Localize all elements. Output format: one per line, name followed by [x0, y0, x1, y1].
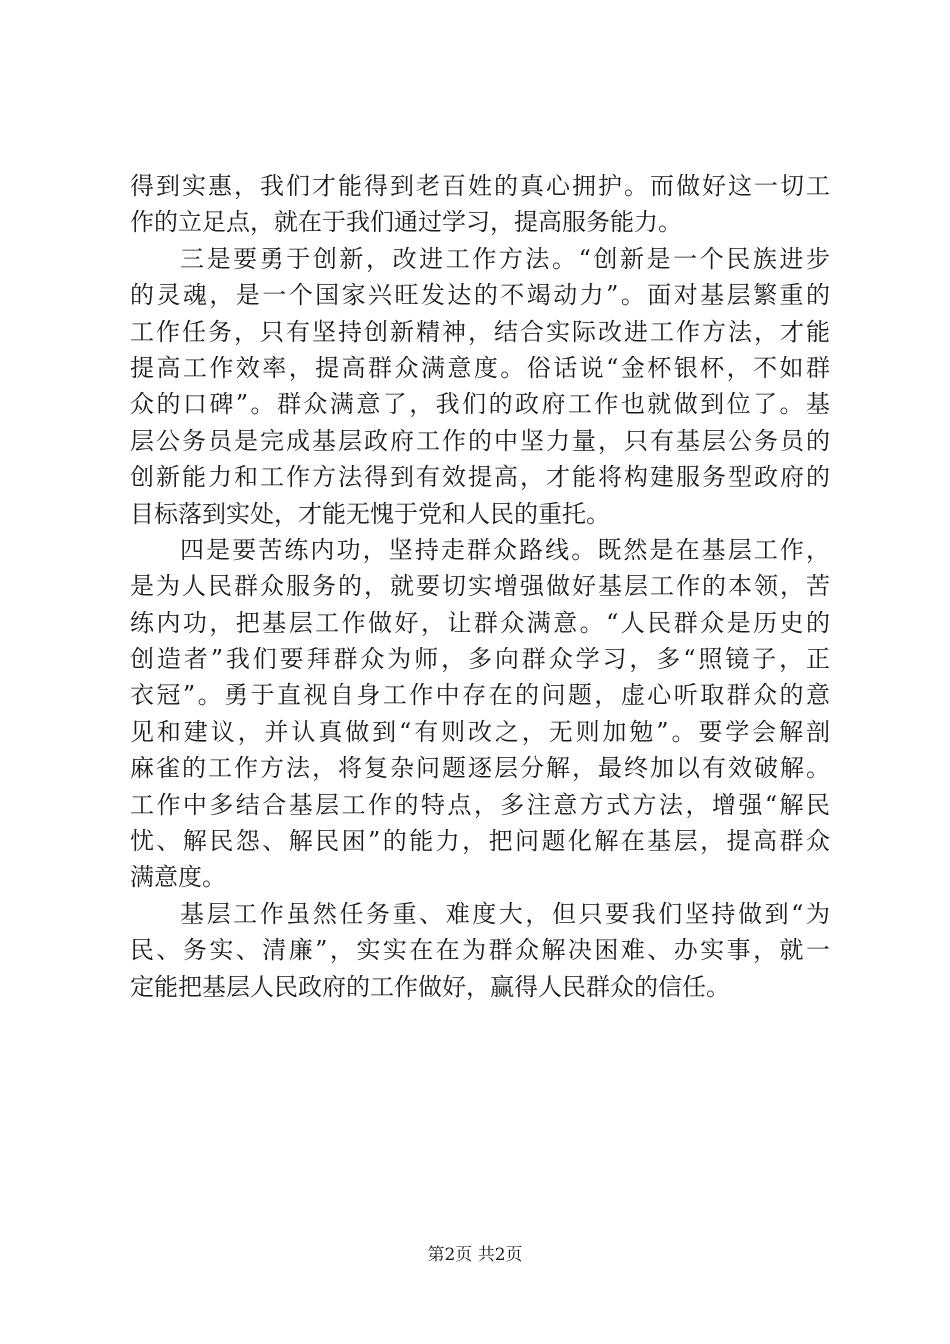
paragraph-first-line: 基层工作虽然任务重、难度大，但只要我们坚持做到“为 — [180, 899, 830, 928]
paragraph-first-line: 四是要苦练内功，坚持走群众路线。既然是在基层工作， — [180, 535, 830, 564]
body-line: 的灵魂，是一个国家兴旺发达的不竭动力”。面对基层繁重的 — [130, 281, 830, 310]
body-line: 众的口碑”。群众满意了，我们的政府工作也就做到位了。基 — [130, 390, 830, 419]
body-line: 工作任务，只有坚持创新精神，结合实际改进工作方法，才能 — [130, 317, 830, 346]
body-line: 麻雀的工作方法，将复杂问题逐层分解，最终加以有效破解。 — [130, 754, 830, 783]
body-line: 工作中多结合基层工作的特点，多注意方式方法，增强“解民 — [130, 790, 830, 819]
body-line: 创新能力和工作方法得到有效提高，才能将构建服务型政府的 — [130, 463, 830, 492]
body-line: 作的立足点，就在于我们通过学习，提高服务能力。 — [130, 208, 682, 237]
body-line: 层公务员是完成基层政府工作的中坚力量，只有基层公务员的 — [130, 426, 830, 455]
body-line: 见和建议，并认真做到“有则改之，无则加勉”。要学会解剖 — [130, 717, 830, 746]
body-line: 满意度。 — [130, 863, 226, 892]
body-line: 民、务实、清廉”，实实在在为群众解决困难、办实事，就一 — [130, 936, 830, 965]
document-body — [130, 168, 830, 1005]
body-line: 是为人民群众服务的，就要切实增强做好基层工作的本领，苦 — [130, 572, 830, 601]
body-line: 创造者”我们要拜群众为师，多向群众学习，多“照镜子，正 — [130, 645, 830, 674]
body-line: 衣冠”。勇于直视自身工作中存在的问题，虚心听取群众的意 — [130, 681, 830, 710]
page-number-footer: 第2页 共2页 — [427, 1245, 523, 1265]
paragraph-first-line: 三是要勇于创新，改进工作方法。“创新是一个民族进步 — [180, 244, 830, 273]
body-line: 定能把基层人民政府的工作做好，赢得人民群众的信任。 — [130, 972, 730, 1001]
body-line: 忧、解民怨、解民困”的能力，把问题化解在基层，提高群众 — [130, 827, 830, 856]
body-line: 得到实惠，我们才能得到老百姓的真心拥护。而做好这一切工 — [130, 172, 830, 200]
body-line: 目标落到实处，才能无愧于党和人民的重托。 — [130, 499, 610, 528]
body-line: 提高工作效率，提高群众满意度。俗话说“金杯银杯，不如群 — [130, 353, 830, 382]
body-line: 练内功，把基层工作做好，让群众满意。“人民群众是历史的 — [130, 608, 830, 637]
